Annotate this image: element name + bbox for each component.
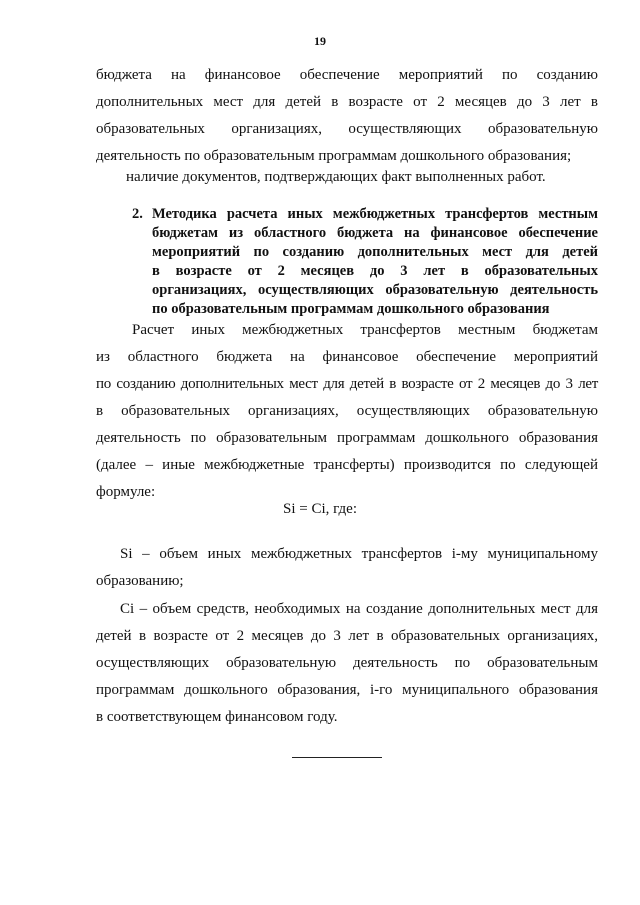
text-line: детей в возрасте от 2 месяцев до 3 лет в образовательных организациях, <box>96 628 598 644</box>
end-divider <box>292 757 382 758</box>
text-line: образованию; <box>96 573 184 589</box>
text-line: деятельность по образовательным программам дошкольного образования; <box>96 148 572 164</box>
text-line: программам дошкольного образования, i-го муниципального образования <box>96 682 598 698</box>
text-line: дополнительных мест для детей в возрасте от 2 месяцев до 3 лет в <box>96 94 598 110</box>
calculation-paragraph <box>96 317 598 506</box>
text-line: деятельность по образовательным программам дошкольного образования <box>96 430 598 446</box>
text-line: осуществляющих образовательную деятельность по образовательным <box>96 655 598 671</box>
text-line: (далее – иные межбюджетные трансферты) производится по следующей <box>96 457 598 473</box>
text-line: Ci – объем средств, необходимых на создание дополнительных мест для <box>120 601 598 617</box>
section-title-line: в возрасте от 2 месяцев до 3 лет в образовательных <box>152 263 598 279</box>
text-line: в соответствующем финансовом году. <box>96 709 338 725</box>
bullet-item <box>126 164 598 191</box>
bullet-text: наличие документов, подтверждающих факт выполненных работ. <box>126 169 546 185</box>
text-line: Расчет иных межбюджетных трансфертов местным бюджетам <box>132 322 598 338</box>
text-line: образовательных организациях, осуществляющих образовательную <box>96 121 598 137</box>
section-title-line: мероприятий по созданию дополнительных мест для детей <box>152 244 598 260</box>
page-number: 19 <box>314 34 326 48</box>
section-title-line: организациях, осуществляющих образовательную деятельность <box>152 282 598 298</box>
section-title-line: Методика расчета иных межбюджетных трансфертов местным <box>152 206 598 222</box>
text-line: бюджета на финансовое обеспечение мероприятий по созданию <box>96 67 598 83</box>
section-number: 2. <box>132 206 143 222</box>
text-line: формуле: <box>96 484 156 500</box>
text-line: в образовательных организациях, осуществляющих образовательную <box>96 403 598 419</box>
section-heading <box>134 205 598 319</box>
section-title-line: по образовательным программам дошкольного образования <box>152 301 550 317</box>
text-line: по созданию дополнительных мест для детей в возрасте от 2 месяцев до 3 лет <box>96 376 598 392</box>
text-line: из областного бюджета на финансовое обеспечение мероприятий <box>96 349 598 365</box>
formula: Si = Ci, где: <box>282 501 357 517</box>
section-title-line: бюджетам из областного бюджета на финансовое обеспечение <box>152 225 598 241</box>
si-definition <box>96 541 598 595</box>
ci-definition <box>96 596 598 731</box>
text-line: Si – объем иных межбюджетных трансфертов i-му муниципальному <box>120 546 598 562</box>
intro-paragraph <box>96 62 598 170</box>
